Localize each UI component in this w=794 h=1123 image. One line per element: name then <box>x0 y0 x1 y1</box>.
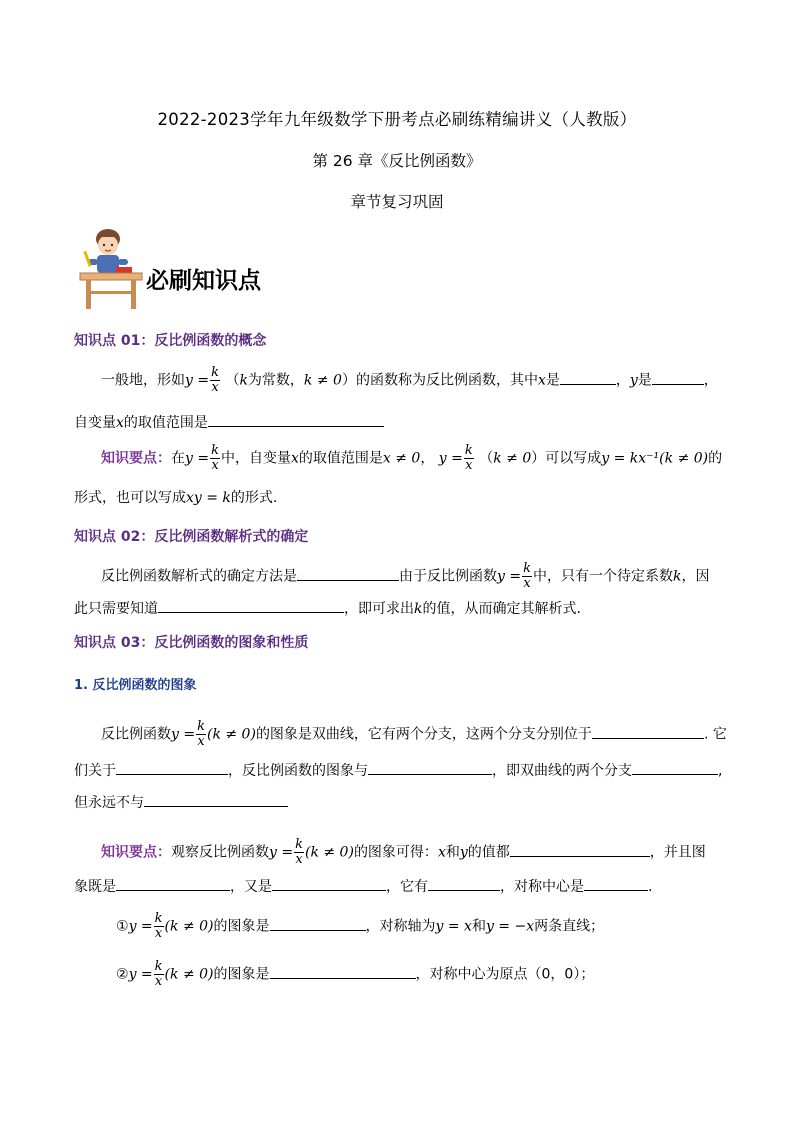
section-title: 章节复习巩固 <box>350 193 444 211</box>
answer-blank[interactable] <box>368 760 492 775</box>
kp3-paragraph-line2: 们关于 ，反比例函数的图象与 ，即双曲线的两个分支 , <box>74 760 722 781</box>
answer-blank[interactable] <box>592 724 704 739</box>
student-at-desk-illustration <box>78 225 144 315</box>
answer-blank[interactable] <box>428 876 500 891</box>
answer-blank[interactable] <box>632 760 718 775</box>
answer-blank[interactable] <box>297 566 399 581</box>
answer-blank[interactable] <box>116 760 228 775</box>
answer-blank[interactable] <box>272 876 386 891</box>
kp1-paragraph-line2: 自变量x的取值范围是 <box>74 412 384 433</box>
answer-blank[interactable] <box>270 964 416 979</box>
kp3-item-2: ②y = $\frac{k}{x}$ (k ≠ 0)的图象是 ，对称中心为原点（0，0）； <box>116 959 595 989</box>
kp1-tip-line1: 知识要点：在y = $\frac{k}{x}$ 中，自变量x的取值范围是x ≠ 0， y = $\frac{k}{x}$ （k ≠ 0）可以写成y = kx⁻¹(k ≠ 0)的 <box>101 443 723 473</box>
knowledge-point-03-heading: 知识点 03：反比例函数的图象和性质 <box>74 635 309 651</box>
document-title: 2022-2023学年九年级数学下册考点必刷练精编讲义（人教版） <box>157 110 637 129</box>
kp1-tip-line2: 形式，也可以写成xy = k的形式. <box>74 490 278 506</box>
answer-blank[interactable] <box>208 412 384 427</box>
kp3-tip-line2: 象既是 ，又是 ，它有 ，对称中心是 . <box>74 876 652 897</box>
kp3-tip-line1: 知识要点：观察反比例函数y = $\frac{k}{x}$ (k ≠ 0)的图象可得：x和y的值都 ，并且图 <box>101 837 706 867</box>
kp2-paragraph-line1: 反比例函数解析式的确定方法是 由于反比例函数y = $\frac{k}{x}$ 中，只有一个待定系数k，因 <box>101 561 710 591</box>
kp3-paragraph-line3: 但永远不与 <box>74 792 288 813</box>
answer-blank[interactable] <box>584 876 648 891</box>
answer-blank[interactable] <box>144 792 288 807</box>
answer-blank[interactable] <box>510 842 650 857</box>
knowledge-point-02-heading: 知识点 02：反比例函数解析式的确定 <box>74 529 309 545</box>
kp3-paragraph-line1: 反比例函数y = $\frac{k}{x}$ (k ≠ 0)的图象是双曲线，它有两个分支，这两个分支分别位于 . 它 <box>101 719 727 749</box>
kp2-paragraph-line2: 此只需要知道 ，即可求出k的值，从而确定其解析式. <box>74 598 581 619</box>
banner-heading: 必刷知识点 <box>146 267 261 294</box>
answer-blank[interactable] <box>560 370 616 385</box>
kp1-paragraph-line1: 一般地，形如y = $\frac{k}{x}$ （k为常数，k ≠ 0）的函数称为反比例函数，其中x是 ，y是 ， <box>101 365 718 395</box>
kp3-item-1: ①y = $\frac{k}{x}$ (k ≠ 0)的图象是 ，对称轴为y = x和y = −x两条直线； <box>116 911 605 941</box>
knowledge-point-01-heading: 知识点 01：反比例函数的概念 <box>74 333 267 349</box>
chapter-title: 第 26 章《反比例函数》 <box>312 152 482 170</box>
answer-blank[interactable] <box>652 370 704 385</box>
answer-blank[interactable] <box>116 876 230 891</box>
subheading-graph: 1. 反比例函数的图象 <box>74 678 197 693</box>
answer-blank[interactable] <box>270 916 366 931</box>
answer-blank[interactable] <box>158 598 344 613</box>
